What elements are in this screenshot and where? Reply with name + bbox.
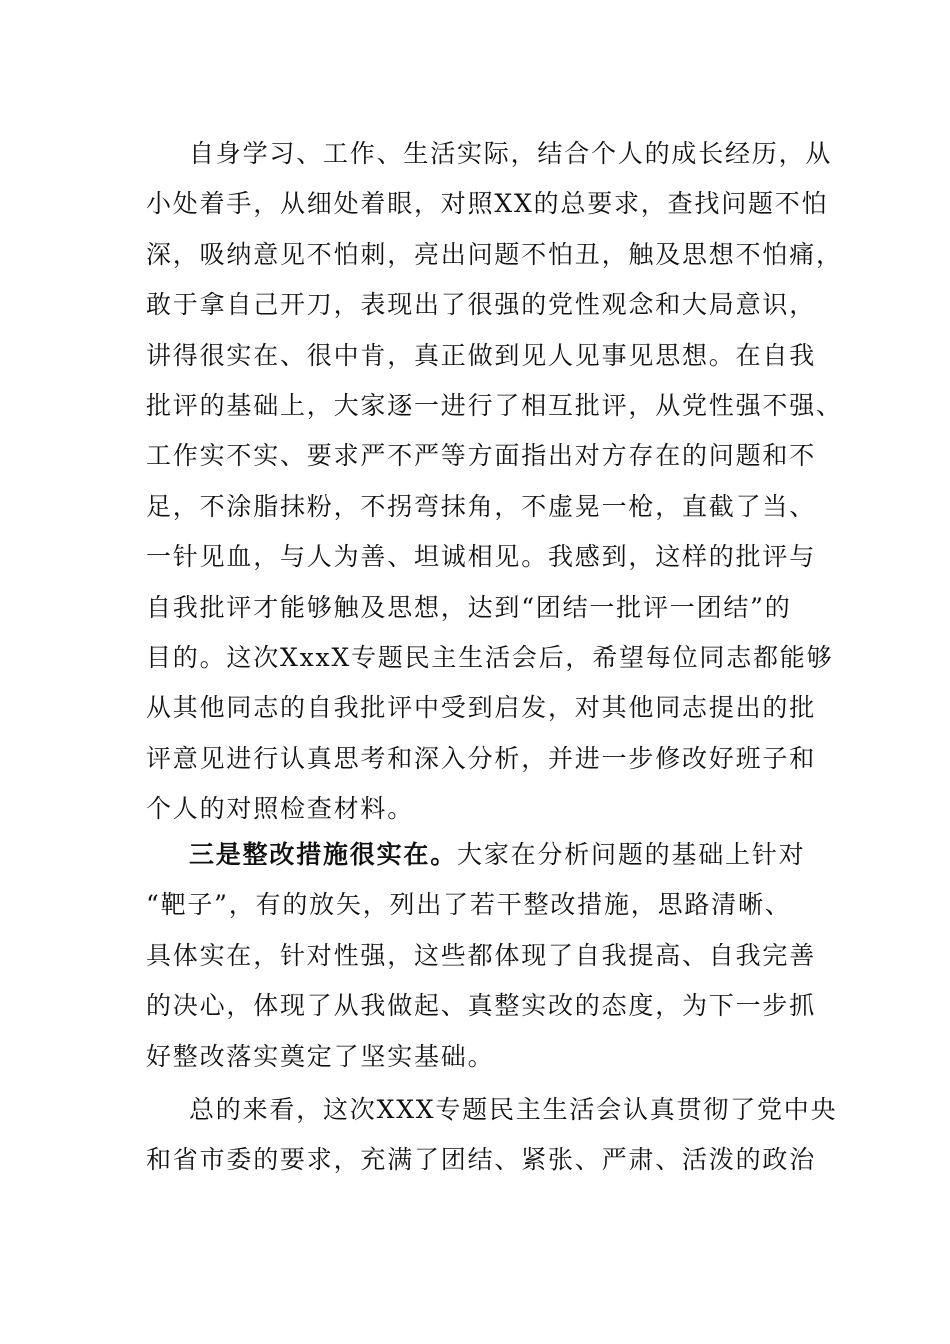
text-line: 批评的基础上，大家逐一进行了相互批评，从党性强不强、 xyxy=(146,390,843,420)
text-line: 目的。这次XxxX专题民主生活会后，希望每位同志都能够 xyxy=(146,642,834,672)
text-line: 好整改落实奠定了坚实基础。 xyxy=(146,1041,495,1071)
text-line: 的决心，体现了从我做起、真整实改的态度，为下一步抓 xyxy=(146,991,817,1021)
heading-followup-text: 大家在分析问题的基础上针对 xyxy=(457,840,806,869)
text-line: 自我批评才能够触及思想，达到“团结一批评一团结”的 xyxy=(146,592,792,622)
text-line: 总的来看，这次XXX专题民主生活会认真贯彻了党中央 xyxy=(189,1095,838,1124)
text-line: “靶子”，有的放矢，列出了若干整改措施，思路清晰、 xyxy=(146,890,792,920)
text-line: 讲得很实在、很中肯，真正做到见人见事见思想。在自我 xyxy=(146,340,817,370)
text-line: 从其他同志的自我批评中受到启发，对其他同志提出的批 xyxy=(146,693,817,723)
paragraph-summary xyxy=(146,1085,838,1186)
paragraph-self-criticism xyxy=(146,129,843,834)
text-line: 小处着手，从细处着眼，对照XX的总要求，查找问题不怕 xyxy=(146,189,829,219)
text-line: 评意见进行认真思考和深入分析，并进一步修改好班子和 xyxy=(146,743,817,773)
text-line: 足，不涂脂抹粉，不拐弯抹角，不虚晃一枪，直截了当、 xyxy=(146,491,817,521)
text-line: 自身学习、工作、生活实际，结合个人的成长经历，从 xyxy=(189,139,833,168)
text-line: 个人的对照检查材料。 xyxy=(146,794,415,824)
paragraph-rectification xyxy=(146,830,817,1082)
paragraph-heading: 三是整改措施很实在。 xyxy=(189,840,458,869)
text-line: 具体实在，针对性强，这些都体现了自我提高、自我完善 xyxy=(146,940,817,970)
text-line: 深，吸纳意见不怕刺，亮出问题不怕丑，触及思想不怕痛， xyxy=(146,239,843,269)
text-line xyxy=(146,830,806,880)
text-line: 敢于拿自己开刀，表现出了很强的党性观念和大局意识， xyxy=(146,290,817,320)
text-line: 和省市委的要求，充满了团结、紧张、严肃、活泼的政治 xyxy=(146,1145,817,1175)
text-line: 一针见血，与人为善、坦诚相见。我感到，这样的批评与 xyxy=(146,542,817,572)
text-line: 工作实不实、要求严不严等方面指出对方存在的问题和不 xyxy=(146,441,817,471)
